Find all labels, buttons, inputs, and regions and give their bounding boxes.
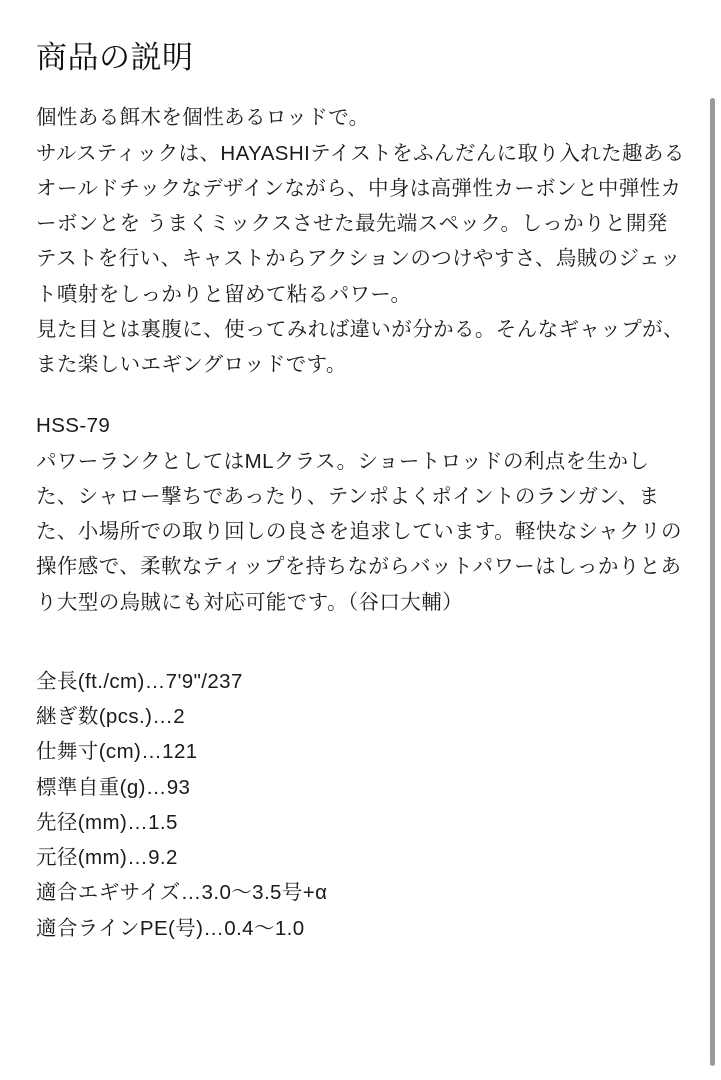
- paragraph-spacer: [36, 382, 685, 408]
- spec-item: 元径(mm)…9.2: [36, 846, 178, 870]
- description-body: [36, 100, 685, 946]
- spec-item: 継ぎ数(pcs.)…2: [36, 705, 186, 729]
- scrollbar-thumb[interactable]: [710, 98, 715, 1066]
- spec-item: 適合エギサイズ…3.0〜3.5号+α: [36, 881, 328, 905]
- model-name: HSS-79: [36, 414, 111, 438]
- intro-paragraph-1: 個性ある餌木を個性あるロッドで。: [36, 106, 370, 130]
- page-title: 商品の説明: [36, 40, 194, 75]
- spec-item: 全長(ft./cm)…7'9"/237: [36, 669, 243, 693]
- spec-item: 標準自重(g)…93: [36, 775, 191, 799]
- spec-item: 仕舞寸(cm)…121: [36, 740, 198, 764]
- intro-paragraph-3: 見た目とは裏腹に、使ってみれば違いが分かる。そんなギャップが、また楽しいエギングロッドです。: [36, 317, 684, 377]
- scrollbar-track[interactable]: [713, 0, 718, 1080]
- section-spacer: [36, 620, 685, 664]
- intro-paragraph-2: サルスティックは、HAYASHIテイストをふんだんに取り入れた趣あるオールドチックなデザインながら、中身は高弾性カーボンと中弾性カーボンとを うまくミックスさせた最先端スペック。しっかりと開発テストを行い、キャストからアクションのつけやすさ、烏賊のジェット噴射をしっかりと留めて粘るパワー。: [36, 141, 685, 306]
- model-description: パワーランクとしてはMLクラス。ショートロッドの利点を生かした、シャロー撃ちであったり、テンポよくポイントのランガン、また、小場所での取り回しの良さを追求しています。軽快なシャクリの操作感で、柔軟なティップを持ちながらバットパワーはしっかりとあり大型の烏賊にも対応可能です。（谷口大輔）: [36, 449, 682, 614]
- spec-item: 適合ラインPE(号)…0.4〜1.0: [36, 916, 305, 940]
- spec-list: [36, 664, 685, 946]
- spec-item: 先径(mm)…1.5: [36, 810, 178, 834]
